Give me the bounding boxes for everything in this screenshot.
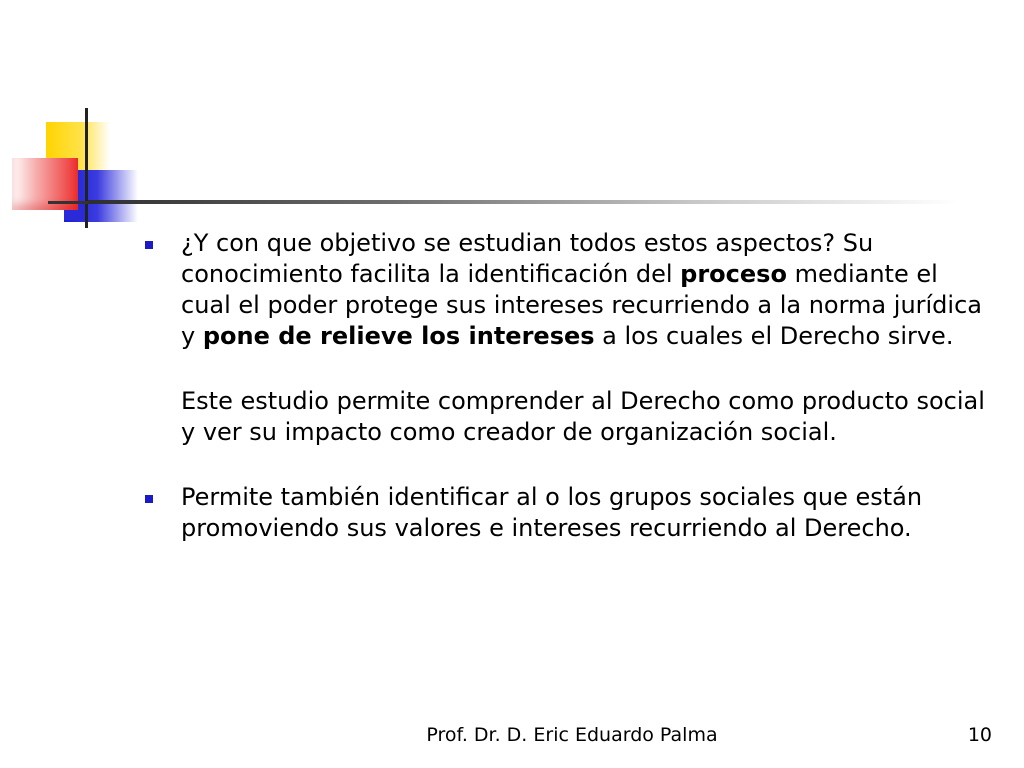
bullet-text <box>181 228 985 352</box>
bullet-text: Permite también identificar al o los grupos sociales que están promoviendo sus valores e intereses recurriendo al Derecho. <box>181 483 923 542</box>
text-segment: a los cuales el Derecho sirve. <box>594 322 954 350</box>
footer-page-number: 10 <box>967 724 992 746</box>
bullet-item-social-groups <box>145 482 985 544</box>
text-segment: ¿Y con que objetivo se estudian todos estos aspectos? Su conocimiento facilita la identificación del <box>181 229 874 288</box>
paragraph-text: Este estudio permite comprender al Derecho como producto social y ver su impacto como creador de organización social. <box>181 387 985 446</box>
horizontal-rule-short-graphic <box>48 201 90 204</box>
bold-text-segment: pone de relieve los intereses <box>202 322 595 350</box>
vertical-rule-graphic <box>85 108 88 228</box>
footer-author: Prof. Dr. D. Eric Eduardo Palma <box>426 724 718 746</box>
square-bullet-icon <box>145 495 153 503</box>
slide-body <box>145 228 985 544</box>
title-underline-rule <box>88 200 958 204</box>
decorative-logo-graphic <box>0 100 170 240</box>
square-bullet-icon <box>145 241 153 249</box>
bold-text-segment: proceso <box>680 260 787 288</box>
paragraph-study-purpose <box>145 386 985 448</box>
bullet-item-objective <box>145 228 985 352</box>
text-segment: mediante el cual el poder protege sus intereses recurriendo a la norma jurídica y <box>181 260 982 350</box>
